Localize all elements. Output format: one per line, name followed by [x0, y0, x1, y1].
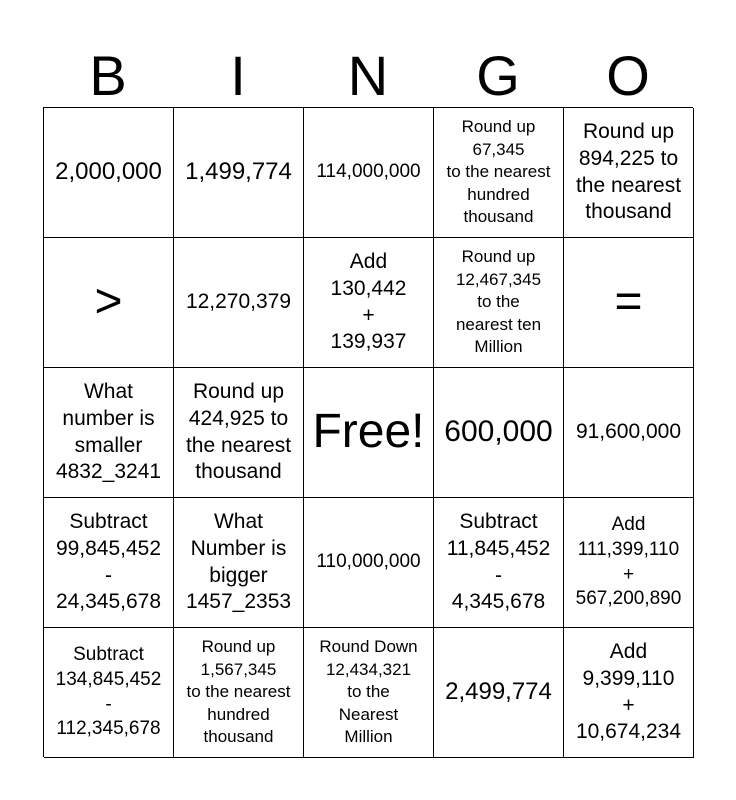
bingo-cell-r1-c4[interactable]: Round up 67,345 to the nearest hundred thousand	[434, 108, 564, 238]
bingo-cell-r1-c3[interactable]: 114,000,000	[304, 108, 434, 238]
header-letter-n: N	[347, 44, 389, 107]
bingo-cell-r4-c1[interactable]: Subtract 99,845,452 - 24,345,678	[44, 498, 174, 628]
bingo-cell-r4-c4[interactable]: Subtract 11,845,452 - 4,345,678	[434, 498, 564, 628]
bingo-cell-r1-c2[interactable]: 1,499,774	[174, 108, 304, 238]
bingo-cell-r2-c1[interactable]: >	[44, 238, 174, 368]
bingo-cell-r3-c1[interactable]: What number is smaller 4832_3241	[44, 368, 174, 498]
bingo-cell-r2-c2[interactable]: 12,270,379	[174, 238, 304, 368]
header-letter-g: G	[476, 44, 520, 107]
bingo-cell-r3-c3-free[interactable]: Free!	[304, 368, 434, 498]
bingo-cell-r2-c5[interactable]: =	[564, 238, 694, 368]
header-letter-b: B	[89, 44, 127, 107]
bingo-cell-r5-c5[interactable]: Add 9,399,110 + 10,674,234	[564, 628, 694, 758]
bingo-cell-r3-c2[interactable]: Round up 424,925 to the nearest thousand	[174, 368, 304, 498]
bingo-cell-r2-c3[interactable]: Add 130,442 + 139,937	[304, 238, 434, 368]
bingo-board	[43, 107, 693, 757]
bingo-cell-r5-c4[interactable]: 2,499,774	[434, 628, 564, 758]
bingo-cell-r4-c3[interactable]: 110,000,000	[304, 498, 434, 628]
header-letter-o: O	[606, 44, 650, 107]
bingo-cell-r5-c1[interactable]: Subtract 134,845,452 - 112,345,678	[44, 628, 174, 758]
bingo-cell-r5-c2[interactable]: Round up 1,567,345 to the nearest hundred thousand	[174, 628, 304, 758]
bingo-cell-r3-c5[interactable]: 91,600,000	[564, 368, 694, 498]
bingo-header	[43, 44, 693, 108]
bingo-cell-r4-c2[interactable]: What Number is bigger 1457_2353	[174, 498, 304, 628]
header-letter-i: I	[230, 44, 246, 107]
bingo-cell-r1-c1[interactable]: 2,000,000	[44, 108, 174, 238]
bingo-cell-r3-c4[interactable]: 600,000	[434, 368, 564, 498]
bingo-cell-r2-c4[interactable]: Round up 12,467,345 to the nearest ten Million	[434, 238, 564, 368]
bingo-cell-r4-c5[interactable]: Add 111,399,110 + 567,200,890	[564, 498, 694, 628]
bingo-cell-r5-c3[interactable]: Round Down 12,434,321 to the Nearest Million	[304, 628, 434, 758]
bingo-cell-r1-c5[interactable]: Round up 894,225 to the nearest thousand	[564, 108, 694, 238]
